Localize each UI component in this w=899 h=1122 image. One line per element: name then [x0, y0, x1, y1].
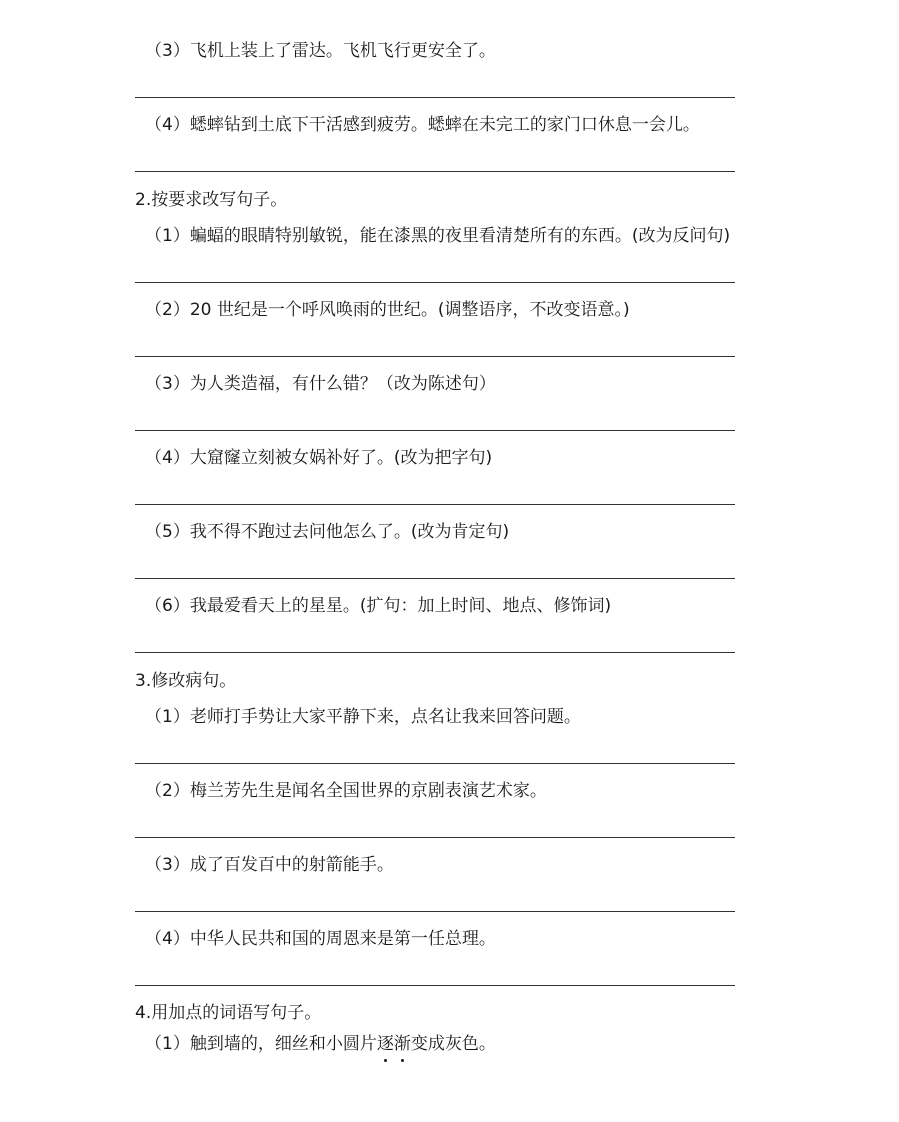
dotted-character: 逐 — [376, 1034, 394, 1054]
answer-line — [135, 652, 735, 653]
s2-question-4: （4）大窟窿立刻被女娲补好了。(改为把字句) — [145, 448, 493, 468]
s3-question-3: （3）成了百发百中的射箭能手。 — [145, 855, 394, 875]
s4-q1-text-before: （1）触到墙的，细丝和小圆片 — [145, 1034, 377, 1054]
section-4-title: 4.用加点的词语写句子。 — [135, 1003, 322, 1023]
answer-line — [135, 430, 735, 431]
section-2-title: 2.按要求改写句子。 — [135, 190, 288, 210]
s2-question-6: （6）我最爱看天上的星星。(扩句：加上时间、地点、修饰词) — [145, 596, 612, 616]
answer-line — [135, 282, 735, 283]
answer-line — [135, 97, 735, 98]
dotted-character: 渐 — [393, 1034, 411, 1054]
answer-line — [135, 171, 735, 172]
answer-line — [135, 985, 735, 986]
answer-line — [135, 356, 735, 357]
answer-line — [135, 763, 735, 764]
answer-line — [135, 504, 735, 505]
answer-line — [135, 911, 735, 912]
section-3-title: 3.修改病句。 — [135, 671, 237, 691]
s3-question-4: （4）中华人民共和国的周恩来是第一任总理。 — [145, 929, 496, 949]
s2-question-2: （2）20 世纪是一个呼风唤雨的世纪。(调整语序，不改变语意。) — [145, 300, 630, 320]
s4-question-1 — [145, 1033, 496, 1055]
s3-question-2: （2）梅兰芳先生是闻名全国世界的京剧表演艺术家。 — [145, 781, 547, 801]
s3-question-1: （1）老师打手势让大家平静下来，点名让我来回答问题。 — [145, 707, 581, 727]
s4-q1-text-after: 变成灰色。 — [410, 1034, 496, 1054]
s2-question-1: （1）蝙蝠的眼睛特别敏锐，能在漆黑的夜里看清楚所有的东西。(改为反问句) — [145, 226, 731, 246]
s2-question-3: （3）为人类造福，有什么错？（改为陈述句） — [145, 374, 496, 394]
s1-question-3: （3）飞机上装上了雷达。飞机飞行更安全了。 — [145, 41, 496, 61]
s1-question-4: （4）蟋蟀钻到土底下干活感到疲劳。蟋蟀在未完工的家门口休息一会儿。 — [145, 115, 700, 135]
s2-question-5: （5）我不得不跑过去问他怎么了。(改为肯定句) — [145, 522, 510, 542]
answer-line — [135, 837, 735, 838]
answer-line — [135, 578, 735, 579]
